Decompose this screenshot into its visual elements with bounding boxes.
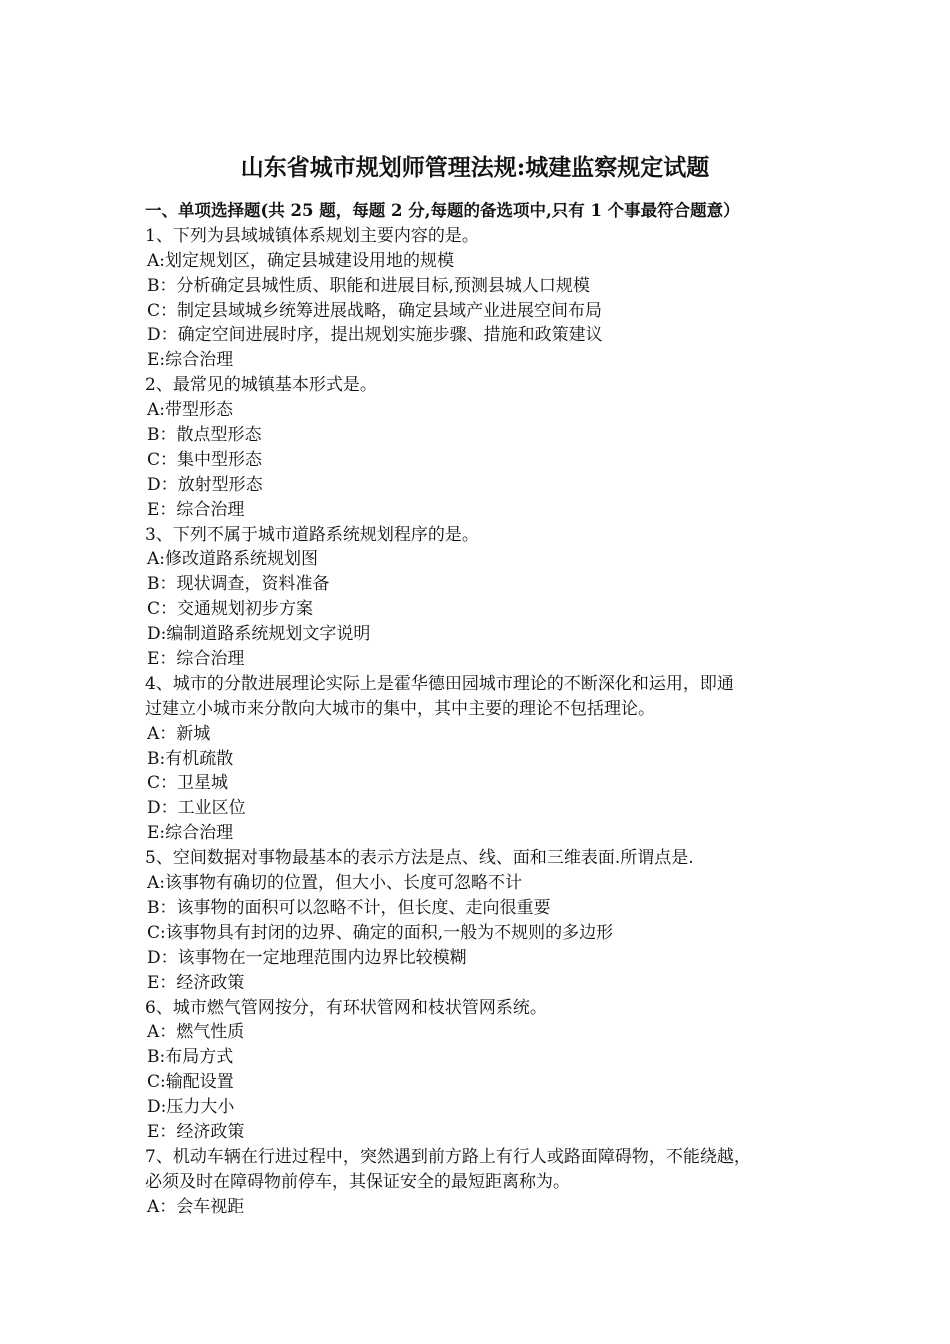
answer-option: D：工业区位 (147, 798, 246, 819)
answer-option: A:该事物有确切的位置，但大小、长度可忽略不计 (147, 873, 523, 894)
question-stem: 6、城市燃气管网按分，有环状管网和枝状管网系统。 (145, 997, 547, 1018)
answer-option: A:带型形态 (147, 400, 234, 421)
question-item (145, 996, 835, 1145)
answer-option: D:压力大小 (147, 1097, 235, 1118)
answer-option: D：确定空间进展时序，提出规划实施步骤、措施和政策建议 (147, 325, 603, 346)
answer-option: A：新城 (147, 723, 211, 744)
answer-option: E：综合治理 (147, 649, 245, 670)
answer-option: D：该事物在一定地理范围内边界比较模糊 (147, 947, 467, 968)
section-header: 一、单项选择题(共 25 题，每题 2 分,每题的备选项中,只有 1 个事最符合题意） (145, 201, 740, 220)
answer-option: C：卫星城 (147, 773, 229, 794)
answer-option: B：现状调查，资料准备 (147, 574, 330, 595)
question-stem: 5、空间数据对事物最基本的表示方法是点、线、面和三维表面.所谓点是. (145, 848, 694, 869)
answer-option: E:综合治理 (147, 350, 234, 371)
question-item (145, 1145, 835, 1220)
question-item (145, 224, 835, 373)
answer-option: E：经济政策 (147, 1121, 245, 1142)
answer-option: E：综合治理 (147, 499, 245, 520)
question-stem: 1、下列为县域城镇体系规划主要内容的是。 (145, 225, 479, 246)
document-title: 山东省城市规划师管理法规:城建监察规定试题 (240, 154, 710, 181)
answer-option: C：交通规划初步方案 (147, 599, 314, 620)
question-stem: 2、最常见的城镇基本形式是。 (145, 375, 377, 396)
answer-option: B：散点型形态 (147, 425, 262, 446)
answer-option: C：制定县域城乡统筹进展战略，确定县域产业进展空间布局 (147, 300, 603, 321)
question-item (145, 672, 835, 846)
answer-option: C:该事物具有封闭的边界、确定的面积,一般为不规则的多边形 (147, 922, 614, 943)
answer-option: A:划定规划区，确定县城建设用地的规模 (147, 250, 455, 271)
answer-option: D:编制道路系统规划文字说明 (147, 624, 371, 645)
question-stem: 4、城市的分散进展理论实际上是霍华德田园城市理论的不断深化和运用，即通 (145, 673, 734, 694)
answer-option: D：放射型形态 (147, 474, 263, 495)
answer-option: E：经济政策 (147, 972, 245, 993)
question-item (145, 846, 835, 995)
answer-option: A：会车视距 (147, 1196, 245, 1217)
answer-option: B：分析确定县城性质、职能和进展目标,预测县城人口规模 (147, 275, 590, 296)
answer-option: B:布局方式 (147, 1047, 234, 1068)
answer-option: C:输配设置 (147, 1072, 234, 1093)
question-item (145, 373, 835, 522)
answer-option: A：燃气性质 (147, 1022, 245, 1043)
answer-option: E:综合治理 (147, 823, 234, 844)
question-stem: 过建立小城市来分散向大城市的集中，其中主要的理论不包括理论。 (145, 698, 655, 719)
answer-option: A:修改道路系统规划图 (147, 549, 319, 570)
question-stem: 7、机动车辆在行进过程中，突然遇到前方路上有行人或路面障碍物，不能绕越， (145, 1146, 751, 1167)
question-item (145, 523, 835, 672)
question-stem: 必须及时在障碍物前停车，其保证安全的最短距离称为。 (145, 1171, 570, 1192)
question-stem: 3、下列不属于城市道路系统规划程序的是。 (145, 524, 479, 545)
document-body (145, 199, 835, 1220)
answer-option: B:有机疏散 (147, 748, 234, 769)
answer-option: C：集中型形态 (147, 449, 263, 470)
answer-option: B：该事物的面积可以忽略不计，但长度、走向很重要 (147, 897, 551, 918)
